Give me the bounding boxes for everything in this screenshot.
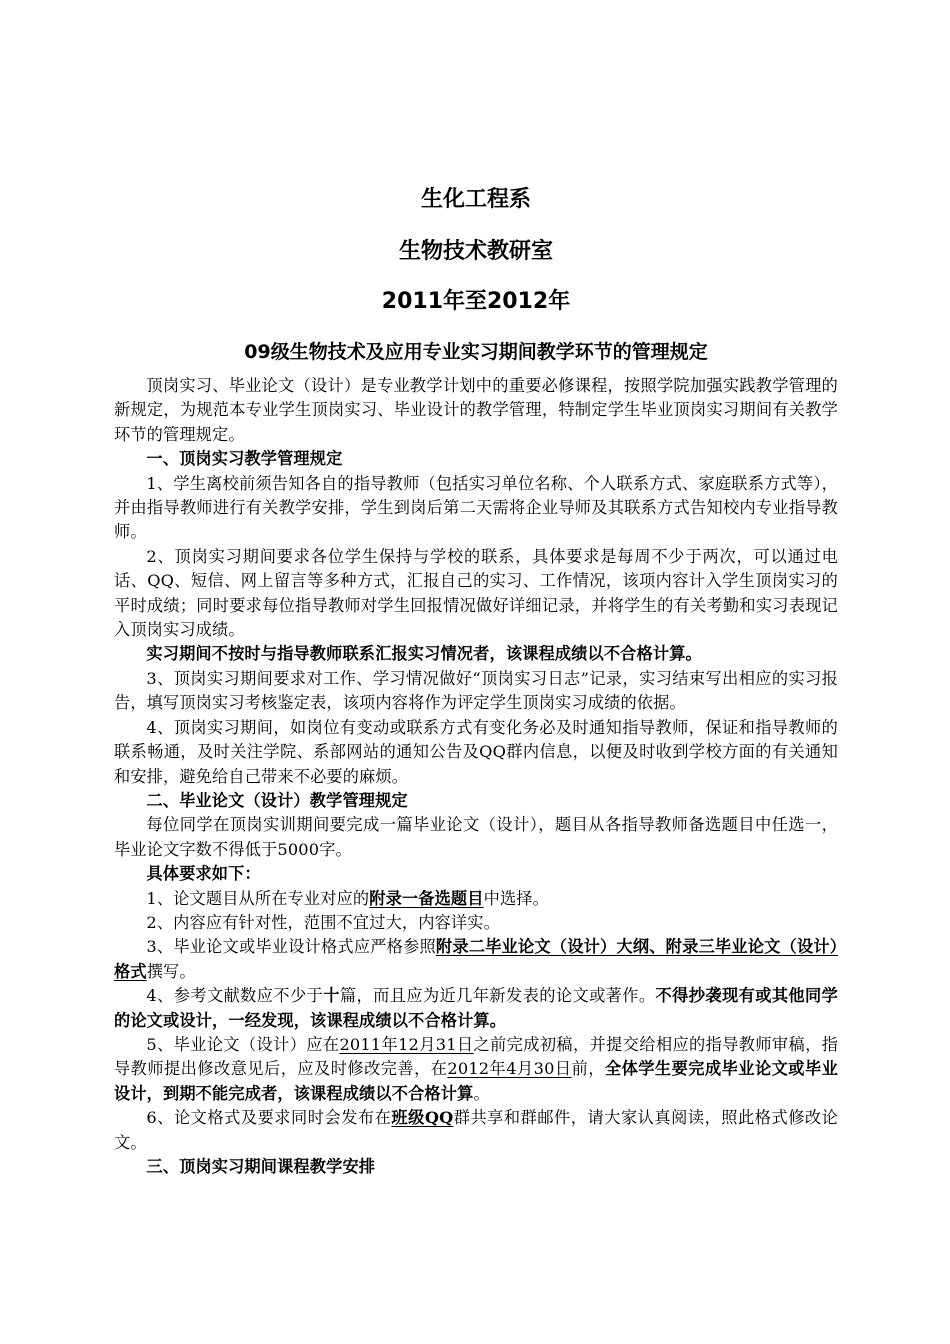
final-deadline: 2012年4月30日 bbox=[447, 1059, 572, 1079]
office-title: 生物技术教研室 bbox=[398, 239, 553, 264]
year-title: 2011年至2012年 bbox=[381, 289, 571, 314]
intro-paragraph: 顶岗实习、毕业论文（设计）是专业教学计划中的重要必修课程，按照学院加强实践教学管理的新规定，为规范本专业学生顶岗实习、毕业设计的教学管理，特制定学生毕业顶岗实习期间有关教学环节的管理规定。 bbox=[114, 376, 838, 444]
section1-item-2: 2、顶岗实习期间要求各位学生保持与学校的联系，具体要求是每周不少于两次，可以通过电话、QQ、短信、网上留言等多种方式，汇报自己的实习、工作情况，该项内容计入学生顶岗实习的平时成绩；同时要求每位指导教师对学生回报情况做好详细记录，并将学生的有关考勤和实习表现记入顶岗实习成绩。 bbox=[114, 546, 838, 640]
requirement-4: 4、参考文献数应不少于十篇，而且应为近几年新发表的论文或著作。不得抄袭现有或其他同学的论文或设计，一经发现，该课程成绩以不合格计算。 bbox=[114, 986, 838, 1030]
section1-item-3: 3、顶岗实习期间要求对工作、学习情况做好“顶岗实习日志”记录，实习结束写出相应的实习报告，填写顶岗实习考核鉴定表，该项内容将作为评定学生顶岗实习成绩的依据。 bbox=[114, 668, 838, 713]
draft-deadline: 2011年12月31日 bbox=[339, 1034, 474, 1054]
requirement-5: 5、毕业论文（设计）应在2011年12月31日之前完成初稿，并提交给相应的指导教师审稿，指导教师提出修改意见后，应及时修改完善，在2012年4月30日前，全体学生要完成毕业论文或毕业设计，到期不能完成者，该课程成绩以不合格计算。 bbox=[114, 1034, 838, 1103]
section1-warning: 实习期间不按时与指导教师联系汇报实习情况者，该课程成绩以不合格计算。 bbox=[146, 644, 702, 664]
section1-heading: 一、顶岗实习教学管理规定 bbox=[146, 449, 343, 469]
document-page bbox=[114, 178, 838, 1179]
document-title: 09级生物技术及应用专业实习期间教学环节的管理规定 bbox=[244, 341, 708, 363]
requirement-2: 2、内容应有针对性，范围不宜过大，内容详实。 bbox=[146, 912, 500, 932]
deadline-warning: 全体学生要完成毕业论文或毕业设计，到期不能完成者，该课程成绩以不合格计算 bbox=[114, 1059, 838, 1103]
appendix-2-3-link: 附录二毕业论文（设计）大纲、附录三毕业论文（设计）格式 bbox=[114, 937, 839, 981]
requirement-1: 1、论文题目从所在专业对应的附录一备选题目中选择。 bbox=[146, 888, 549, 908]
appendix-1-link: 附录一备选题目 bbox=[369, 888, 484, 908]
requirement-6: 6、论文格式及要求同时会发布在班级QQ群共享和群邮件，请大家认真阅读，照此格式修改论文。 bbox=[114, 1108, 838, 1152]
plagiarism-warning: 不得抄袭现有或其他同学的论文或设计，一经发现，该课程成绩以不合格计算。 bbox=[114, 986, 838, 1030]
section3-heading: 三、顶岗实习期间课程教学安排 bbox=[146, 1157, 376, 1176]
requirement-3: 3、毕业论文或毕业设计格式应严格参照附录二毕业论文（设计）大纲、附录三毕业论文（设计）格式撰写。 bbox=[114, 937, 839, 981]
class-qq-link: 班级QQ bbox=[391, 1108, 454, 1128]
section1-item-4: 4、顶岗实习期间，如岗位有变动或联系方式有变化务必及时通知指导教师，保证和指导教师的联系畅通，及时关注学院、系部网站的通知公告及QQ群内信息，以便及时收到学校方面的有关通知和安排，避免给自己带来不必要的麻烦。 bbox=[114, 717, 838, 786]
department-title: 生化工程系 bbox=[420, 187, 531, 212]
requirements-heading: 具体要求如下： bbox=[146, 864, 261, 884]
section2-heading: 二、毕业论文（设计）教学管理规定 bbox=[146, 790, 408, 810]
section2-intro: 每位同学在顶岗实训期间要完成一篇毕业论文（设计），题目从各指导教师备选题目中任选一，毕业论文字数不得低于5000字。 bbox=[114, 815, 838, 859]
section1-item-1: 1、学生离校前须告知各自的指导教师（包括实习单位名称、个人联系方式、家庭联系方式等），并由指导教师进行有关教学安排，学生到岗后第二天需将企业导师及其联系方式告知校内专业指导教师。 bbox=[114, 473, 838, 542]
document-body bbox=[114, 374, 838, 1179]
reference-count: 十 bbox=[323, 986, 340, 1006]
